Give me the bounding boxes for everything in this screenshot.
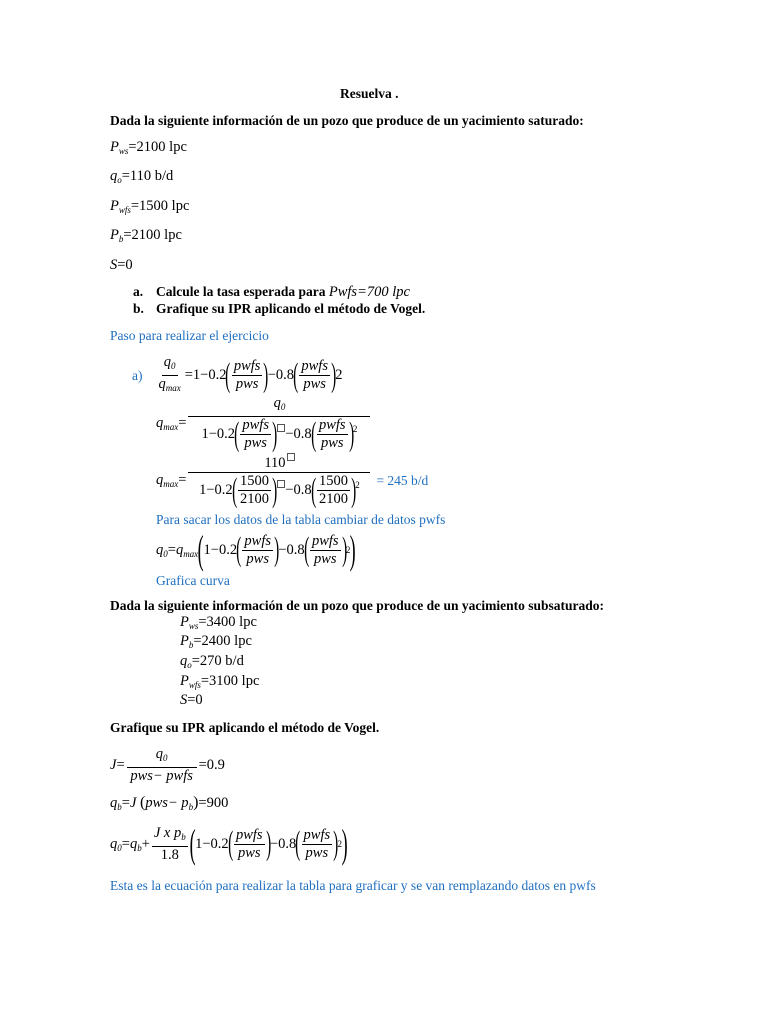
q0-equation: $q_0=q_{max}$ ( 1−0.2 ( $\frac{\text{pwfs}}{\text{pws}}$ ) −0.8 ( $\frac{\text{pwfs}}{\text{pws}}$ ) 2 ) <box>156 527 357 572</box>
p2-data-pws: $P_{ws}=3400$ lpc <box>180 614 257 631</box>
problem2-intro: Dada la siguiente información de un pozo que produce de un yacimiento subsaturado: <box>110 598 605 613</box>
qmax-numeric: $q_{max}=$ 110 1−0.2( $\frac{1500}{2100}$ ) −0.8( $\frac{1500}{2100}$ )$^2$ = 245 b/d <box>156 455 429 509</box>
p1-data-pb: $P_b=2100$ lpc <box>110 227 182 244</box>
vogel-equation: a) $\frac{q_0}{q_{max}}$ =1−0.2 ( $\frac{\text{pwfs}}{\text{pws}}$ ) −0.8 ( $\frac{\text{pwfs}}{\text{pws}}$ ) 2 <box>132 354 343 394</box>
q0-subsaturated-equation: $q_0=q_b+$ $\frac{J x p_b}{1.8}$ ( 1−0.2 ( $\frac{\text{pwfs}}{\text{pws}}$ ) −0.8 ( $\frac{\text{pwfs}}{\text{pws}}$ ) 2 ) <box>110 821 348 866</box>
p1-data-pws: $P_{ws}=2100$ lpc <box>110 139 187 156</box>
qmax-equation: $q_{max}=$ $q_0$ 1−0.2( $\frac{\text{pwfs}}{\text{pws}}$ ) −0.8( $\frac{\text{pwfs}}{\text{pws}}$ )$^2$ <box>156 395 372 452</box>
p2-data-s: S=0 <box>180 692 203 708</box>
problem2-task: Grafique su IPR aplicando el método de Vogel. <box>110 720 380 735</box>
curve-note: Grafica curva <box>156 573 230 588</box>
j-equation: J = $\frac{q_0}{\text{pws− pwfs}}$ =0.9 <box>110 746 225 784</box>
final-note: Esta es la ecuación para realizar la tabla para graficar y se van remplazando datos en pwfs <box>110 878 596 893</box>
table-note: Para sacar los datos de la tabla cambiar de datos pwfs <box>156 512 446 527</box>
p1-data-s: S=0 <box>110 257 133 273</box>
qmax-result: = 245 b/d <box>376 472 429 488</box>
step-label: Paso para realizar el ejercicio <box>110 328 269 343</box>
p1-data-pwfs: $P_{wfs}=1500$ lpc <box>110 198 190 215</box>
problem1-intro: Dada la siguiente información de un pozo que produce de un yacimiento saturado: <box>110 113 584 128</box>
task-a: a. Calcule la tasa esperada para Pwfs=700 lpc <box>133 284 410 300</box>
p2-data-pb: $P_b=2400$ lpc <box>180 633 252 650</box>
a-marker: a) <box>132 367 143 383</box>
p2-data-qo: $q_o=270$ b/d <box>180 653 244 670</box>
p1-data-qo: $q_o=110$ b/d <box>110 168 174 185</box>
p2-data-pwfs: $P_{wfs}=3100$ lpc <box>180 673 260 690</box>
qb-equation: $q_b=J$ $(pws- p_b)=900$ <box>110 794 229 812</box>
page-title: Resuelva . <box>340 86 399 101</box>
task-b: b. Grafique su IPR aplicando el método de Vogel. <box>133 301 426 316</box>
